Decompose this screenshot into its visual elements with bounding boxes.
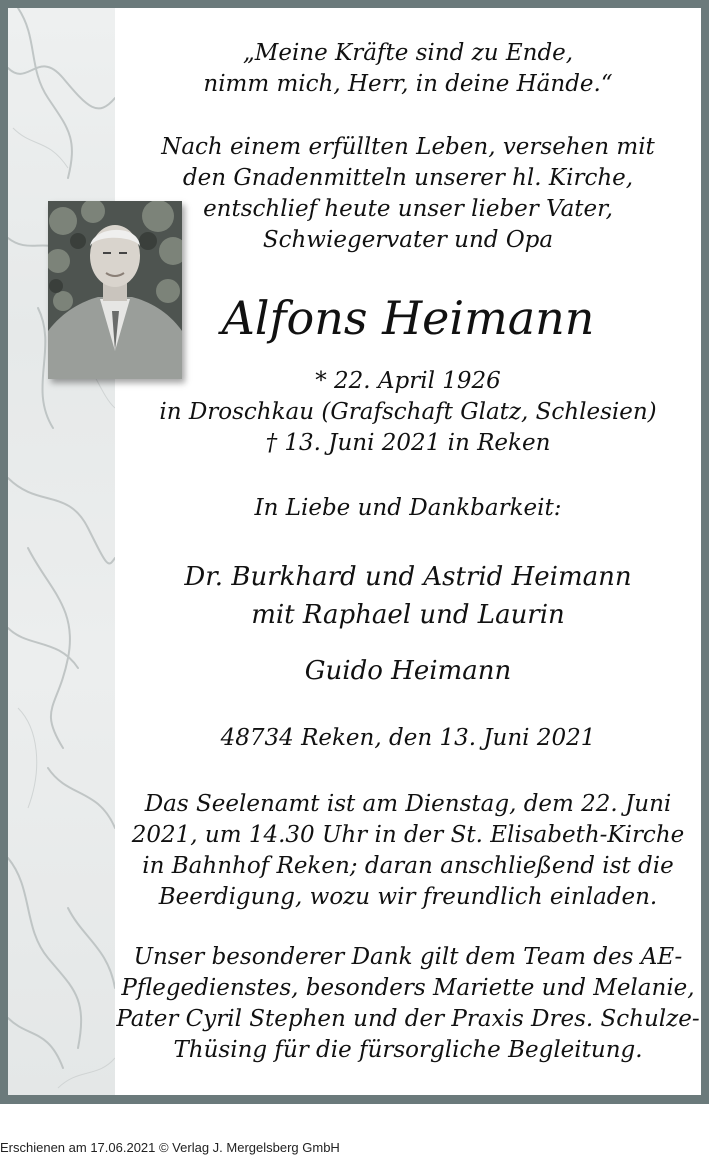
death-date: † 13. Juni 2021 in Reken <box>265 430 551 456</box>
thanks-line: Thüsing für die fürsorgliche Begleitung. <box>173 1037 643 1063</box>
service-line: Beerdigung, wozu wir freundlich einladen. <box>158 884 658 910</box>
intro-line: den Gnadenmitteln unserer hl. Kirche, <box>182 165 634 191</box>
intro-line: Nach einem erfüllten Leben, versehen mit <box>161 134 655 160</box>
mourners-family2: Guido Heimann <box>304 656 512 686</box>
intro-line: entschlief heute unser lieber Vater, <box>203 196 613 222</box>
publication-footer: Erschienen am 17.06.2021 © Verlag J. Mergelsberg GmbH <box>0 1140 340 1155</box>
deceased-name: Alfons Heimann <box>221 291 595 345</box>
thanks-block <box>115 942 701 1066</box>
place-date: 48734 Reken, den 13. Juni 2021 <box>220 725 596 751</box>
intro-line: Schwiegervater und Opa <box>262 227 554 253</box>
service-line: in Bahnhof Reken; daran anschließend ist die <box>142 853 674 879</box>
intro-block <box>115 132 701 256</box>
birth-date: * 22. April 1926 <box>315 368 501 394</box>
thanks-line: Pflegedienstes, besonders Mariette und Melanie, <box>121 975 695 1001</box>
mourner-line: Dr. Burkhard und Astrid Heimann <box>184 562 632 592</box>
service-block <box>115 789 701 913</box>
mourners-family1 <box>115 558 701 634</box>
service-line: Das Seelenamt ist am Dienstag, dem 22. Juni <box>144 791 672 817</box>
quote-line: „Meine Kräfte sind zu Ende, <box>242 40 574 66</box>
marble-decoration <box>8 8 115 1095</box>
mourner-line: mit Raphael und Laurin <box>251 600 565 630</box>
thanks-line: Unser besonderer Dank gilt dem Team des AE- <box>133 944 683 970</box>
thanks-line: Pater Cyril Stephen und der Praxis Dres. Schulze- <box>116 1006 700 1032</box>
marble-veins <box>8 8 115 1095</box>
life-dates-block <box>115 366 701 459</box>
quote-block <box>115 38 701 100</box>
dedication: In Liebe und Dankbarkeit: <box>254 495 562 521</box>
quote-line: nimm mich, Herr, in deine Hände.“ <box>203 71 613 97</box>
service-line: 2021, um 14.30 Uhr in der St. Elisabeth-Kirche <box>131 822 685 848</box>
birth-place: in Droschkau (Grafschaft Glatz, Schlesien) <box>159 399 657 425</box>
